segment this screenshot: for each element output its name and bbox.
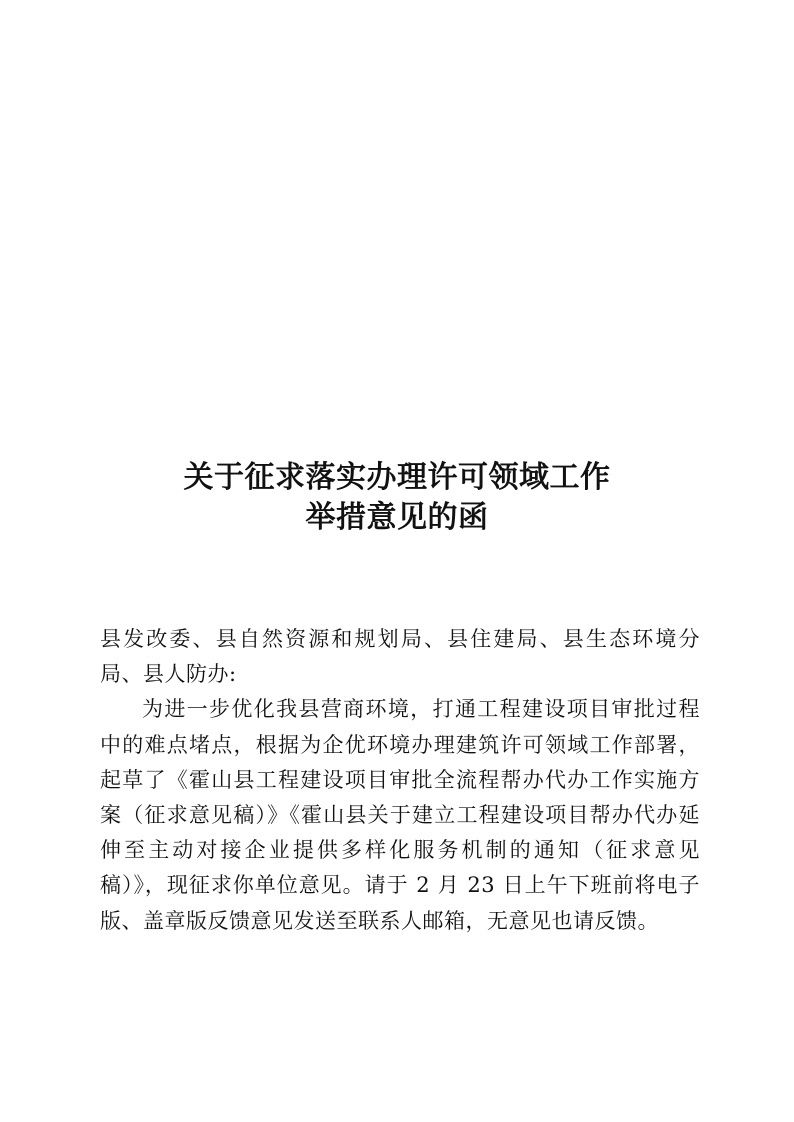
document-title (0, 458, 794, 538)
recipients-line: 县发改委、县自然资源和规划局、县住建局、县生态环境分局、县人防办: (100, 627, 700, 687)
document-body (100, 622, 700, 939)
body-paragraph: 为进一步优化我县营商环境，打通工程建设项目审批过程中的难点堵点，根据为企优环境办理建筑许可领域工作部署，起草了《霍山县工程建设项目审批全流程帮办代办工作实施方案（征求意见稿）》《霍山县关于建立工程建设项目帮办代办延伸至主动对接企业提供多样化服务机制的通知（征求意见稿）》，现征求你单位意见。请于 2 月 23 日上午下班前将电子版、盖章版反馈意见发送至联系人邮箱，无意见也请反馈。 (100, 697, 700, 933)
title-line-2: 举措意见的函 (305, 500, 489, 535)
title-line-1: 关于征求落实办理许可领域工作 (183, 460, 611, 495)
